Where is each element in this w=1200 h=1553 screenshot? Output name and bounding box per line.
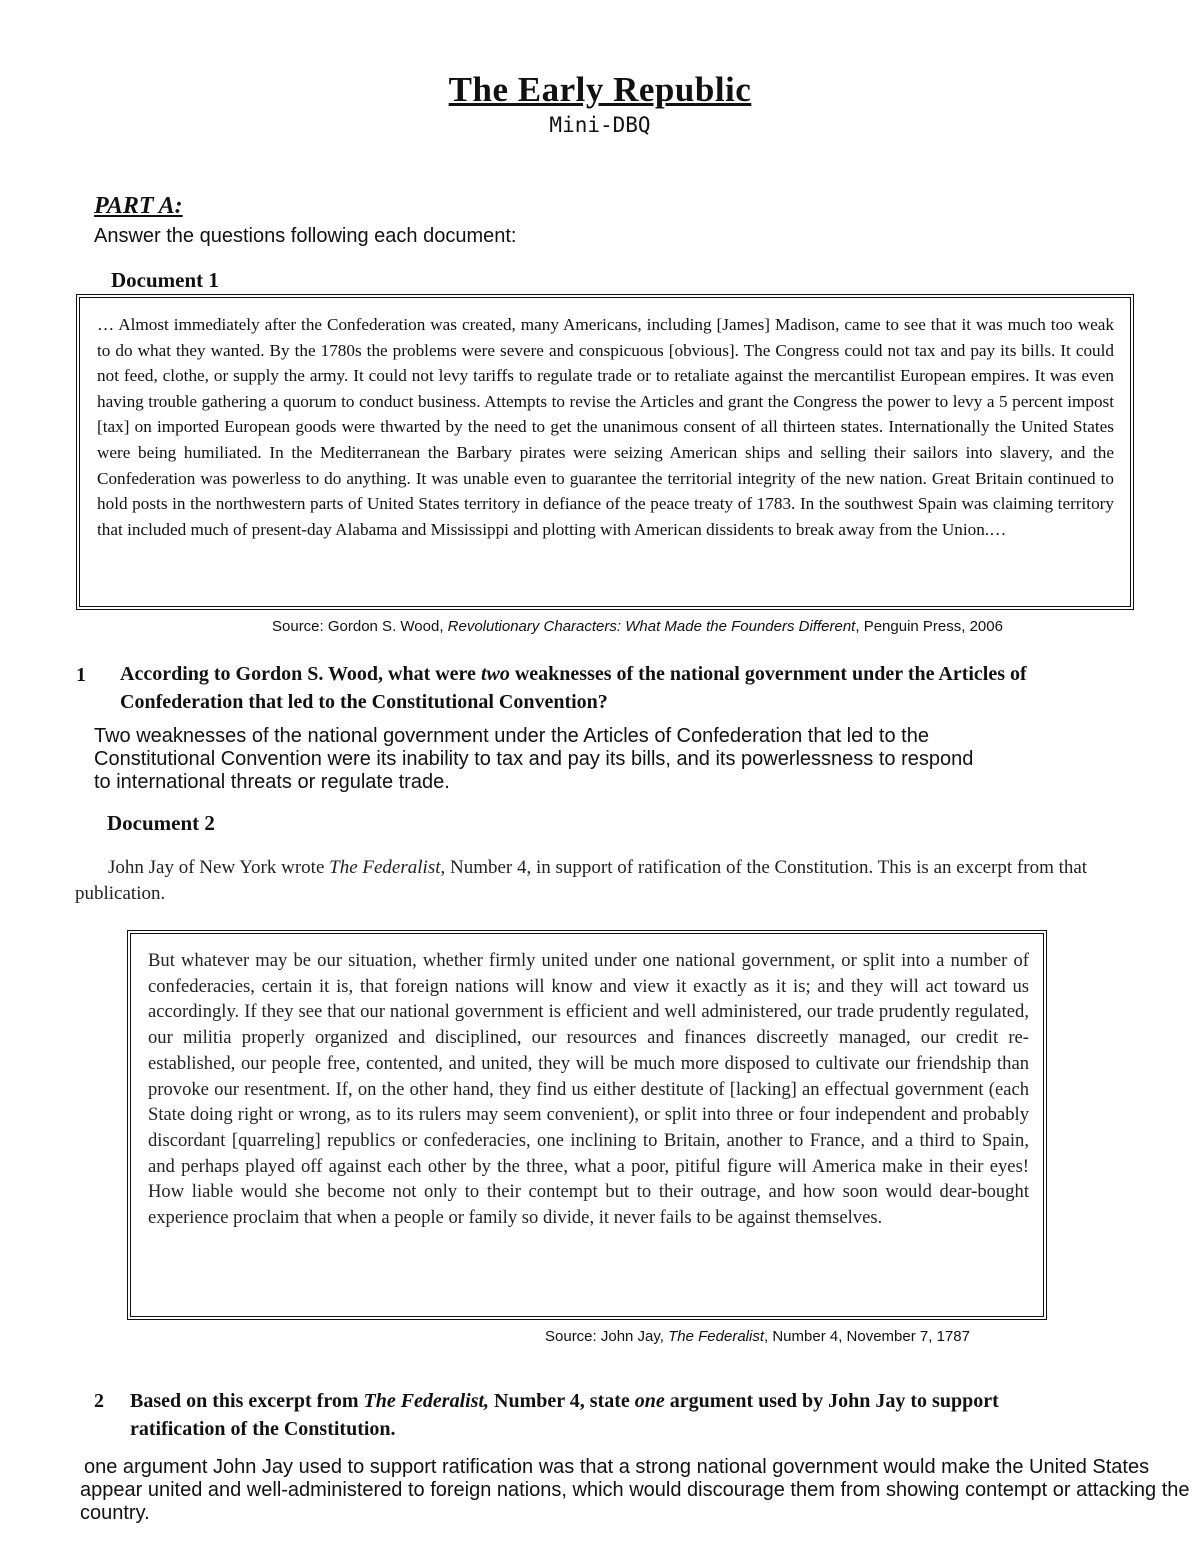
part-a-label: PART A: <box>94 193 183 219</box>
question-1-answer[interactable]: Two weaknesses of the national government under the Articles of Confederation that led to the Constitutional Convention were its inability to tax and pay its bills, and its powerlessness to respond to international threats or regulate trade. <box>94 725 974 793</box>
question-2-text <box>130 1387 1090 1443</box>
question-2-answer[interactable]: one argument John Jay used to support ratification was that a strong national government would make the United States appear united and well-administered to foreign nations, which would discourage them from showing contempt or attacking the country. <box>80 1456 1190 1524</box>
document-1-source <box>272 618 1003 635</box>
document-1-text: … Almost immediately after the Confederation was created, many Americans, including [James] Madison, came to see that it was much too weak to do what they wanted. By the 1780s the problems were severe and conspicuous [obvious]. The Congress could not tax and pay its bills. It could not feed, clothe, or supply the army. It could not levy tariffs to regulate trade or to retaliate against the mercantilist European empires. It was even having trouble gathering a quorum to conduct business. Attempts to revise the Articles and grant the Congress the power to levy a 5 percent impost [tax] on imported European goods were thwarted by the need to get the unanimous consent of all thirteen states. Internationally the United States were being humiliated. In the Mediterranean the Barbary pirates were seizing American ships and selling their sailors into slavery, and the Confederation was powerless to do anything. It was unable even to guarantee the territorial integrity of the new nation. Great Britain continued to hold posts in the northwestern parts of United States territory in defiance of the peace treaty of 1783. In the southwest Spain was claiming territory that included much of present-day Alabama and Mississippi and plotting with American dissidents to break away from the Union.… <box>97 315 1114 539</box>
document-2-box <box>127 930 1047 1320</box>
page-title: The Early Republic <box>448 70 752 109</box>
question-2-text-b: Number 4, state <box>489 1390 635 1412</box>
question-2-number: 2 <box>94 1390 104 1412</box>
document-2-intro-title: The Federalist <box>329 857 441 878</box>
document-2-source-suffix: , Number 4, November 7, 1787 <box>764 1328 970 1345</box>
document-1-box <box>76 294 1134 610</box>
document-2-source-title: The Federalist <box>668 1328 764 1345</box>
question-2-text-emph: one <box>634 1390 665 1412</box>
question-1-text-a: According to Gordon S. Wood, what were <box>120 663 481 685</box>
document-1-heading: Document 1 <box>111 268 219 292</box>
document-2-intro-a: John Jay of New York wrote <box>108 857 330 878</box>
question-2-text-a: Based on this excerpt from <box>130 1390 364 1412</box>
question-1-text-b: weaknesses of the national government under the Articles of Confederation that led to the Constitutional Convention? <box>120 663 1027 713</box>
question-1-text-emph: two <box>480 663 510 685</box>
document-2-heading: Document 2 <box>107 811 215 835</box>
part-a-instructions: Answer the questions following each document: <box>94 225 517 247</box>
document-1-source-title: Revolutionary Characters: What Made the Founders Different <box>447 618 856 635</box>
page-subtitle: Mini-DBQ <box>549 113 651 137</box>
question-1-number: 1 <box>76 664 86 686</box>
document-2-source <box>545 1328 970 1345</box>
question-1-text <box>120 660 1105 716</box>
document-2-intro-b: , Number 4, in support of ratification of the Constitution. This is an excerpt from that publication. <box>75 857 1088 904</box>
document-2-text: But whatever may be our situation, whether firmly united under one national government, or split into a number of confederacies, certain it is, that foreign nations will know and view it exactly as it is; and they will act toward us accordingly. If they see that our national government is efficient and well administered, our trade prudently regulated, our militia properly organized and disciplined, our resources and finances discreetly managed, our credit re-established, our people free, contented, and united, they will be much more disposed to cultivate our friendship than provoke our resentment. If, on the other hand, they find us either destitute of [lacking] an effectual government (each State doing right or wrong, as to its rulers may seem convenient), or split into three or four independent and probably discordant [quarreling] republics or confederacies, one inclining to Britain, another to France, and a third to Spain, and perhaps played off against each other by the three, what a poor, pitiful figure will America make in their eyes! How liable would she become not only to their contempt but to their outrage, and how soon would dear-bought experience proclaim that when a people or family so divide, it never fails to be against themselves. <box>148 950 1029 1229</box>
document-2-intro <box>75 855 1110 907</box>
question-2-text-c: argument used by John Jay to support ratification of the Constitution. <box>130 1390 999 1440</box>
document-1-source-prefix: Source: Gordon S. Wood, <box>272 618 448 635</box>
document-1-source-suffix: , Penguin Press, 2006 <box>855 618 1003 635</box>
question-2-text-title: The Federalist, <box>363 1390 490 1412</box>
document-2-source-prefix: Source: John Jay, <box>545 1328 669 1345</box>
